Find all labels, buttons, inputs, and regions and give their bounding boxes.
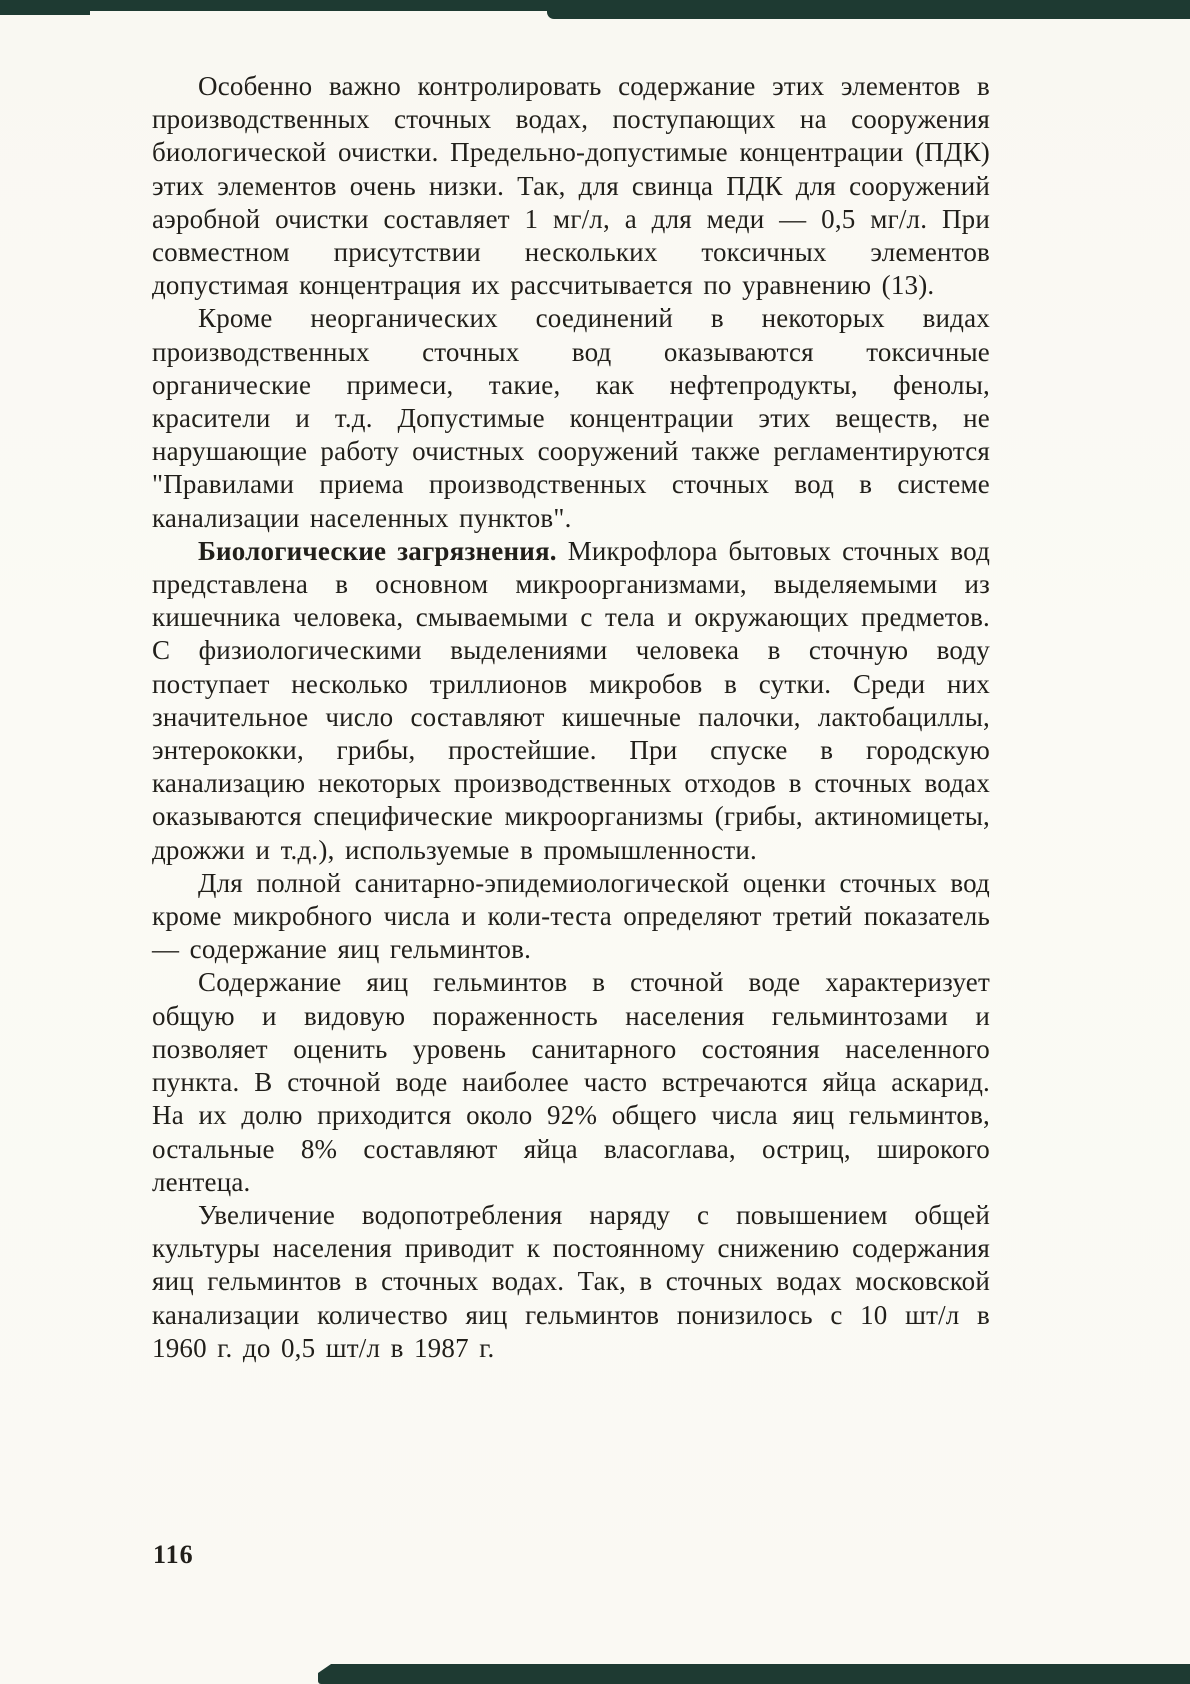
scan-artifact-top-right xyxy=(547,0,1190,19)
paragraph-1-text: Особенно важно контролировать содержание этих элементов в производственных сточных водах, поступающих на сооружения биологической очистки. Предельно-допустимые концентрации (ПДК) этих элементов очень низки. Так, для свинца ПДК для сооружений аэробной очистки составляет 1 мг/л, а для меди — 0,5 мг/л. При совместном присутствии нескольких токсичных элементов допустимая концентрация их рассчитывается по уравнению (13). xyxy=(152,71,990,301)
scan-artifact-top-left xyxy=(0,0,90,15)
paragraph-6-text: Увеличение водопотребления наряду с повышением общей культуры населения приводит к постоянному снижению содержания яиц гельминтов в сточных водах. Так, в сточных водах московской канализации количество яиц гельминтов понизилось с 10 шт/л в 1960 г. до 0,5 шт/л в 1987 г. xyxy=(152,1199,990,1363)
scan-artifact-bottom-bar xyxy=(318,1664,1190,1684)
paragraph-2-text: Кроме неорганических соединений в некоторых видах производственных сточных вод оказываются токсичные органические примеси, такие, как нефтепродукты, фенолы, красители и т.д. Допустимые концентрации этих веществ, не нарушающие работу очистных сооружений также регламентируются "Правилами приема производственных сточных вод в системе канализации населенных пунктов". xyxy=(152,303,990,533)
paragraph-1 xyxy=(152,70,990,302)
paragraph-5-text: Содержание яиц гельминтов в сточной воде характеризует общую и видовую пораженность населения гельминтозами и позволяет оценить уровень санитарного состояния населенного пункта. В сточной воде наиболее часто встречаются яйца аскарид. На их долю приходится около 92% общего числа яиц гельминтов, остальные 8% составляют яйца власоглава, остриц, широкого лентеца. xyxy=(152,967,990,1197)
paragraph-3 xyxy=(152,535,990,867)
page-text-block xyxy=(152,70,990,1365)
paragraph-4 xyxy=(152,867,990,967)
paragraph-3-lead: Биологические загрязнения. xyxy=(198,535,557,566)
paragraph-5 xyxy=(152,966,990,1198)
paragraph-2 xyxy=(152,302,990,534)
page-number: 116 xyxy=(153,1540,194,1569)
paragraph-6 xyxy=(152,1199,990,1365)
paragraph-4-text: Для полной санитарно-эпидемиологической оценки сточных вод кроме микробного числа и коли-теста определяют третий показатель — содержание яиц гельминтов. xyxy=(152,867,990,965)
paragraph-3-text: Микрофлора бытовых сточных вод представлена в основном микроорганизмами, выделяемыми из кишечника человека, смываемыми с тела и окружающих предметов. С физиологическими выделениями человека в сточную воду поступает несколько триллионов микробов в сутки. Среди них значительное число составляют кишечные палочки, лактобациллы, энтерококки, грибы, простейшие. При спуске в городскую канализацию некоторых производственных отходов в сточных водах оказываются специфические микроорганизмы (грибы, актиномицеты, дрожжи и т.д.), используемые в промышленности. xyxy=(152,535,991,865)
